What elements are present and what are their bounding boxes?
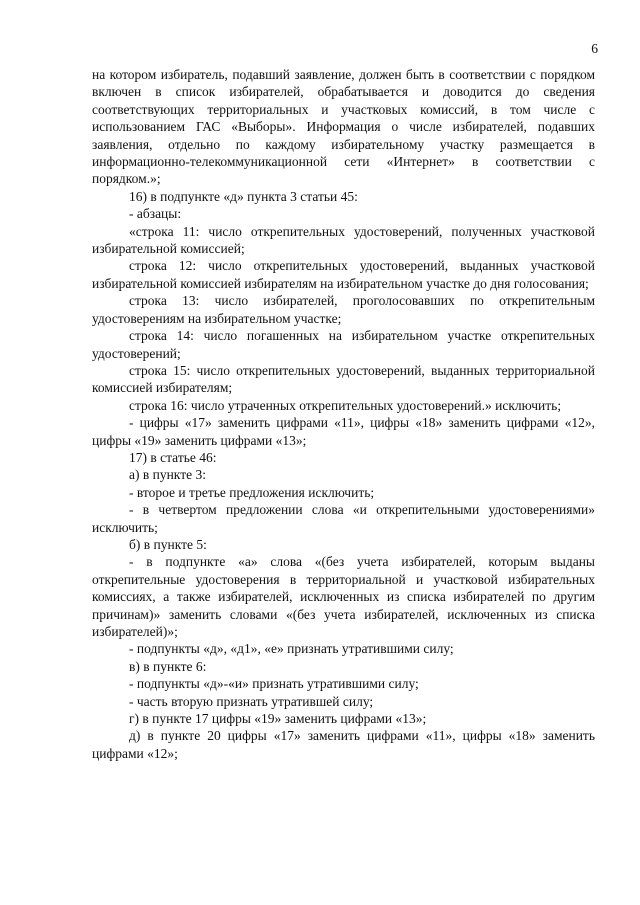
- paragraph: - цифры «17» заменить цифрами «11», цифры «18» заменить цифрами «12», цифры «19» заменить цифрами «13»;: [92, 415, 595, 448]
- page-number: 6: [591, 41, 598, 56]
- paragraph: строка 12: число открепительных удостоверений, выданных участковой избирательной комиссией избирателям на избирательном участке до дня голосования;: [92, 258, 595, 291]
- paragraph: строка 13: число избирателей, проголосовавших по открепительным удостоверениям на избирательном участке;: [92, 293, 595, 326]
- paragraph: б) в пункте 5:: [129, 536, 207, 552]
- paragraph: 16) в подпункте «д» пункта 3 статьи 45:: [129, 188, 358, 204]
- paragraph: 17) в статье 46:: [129, 449, 217, 465]
- paragraph: - в четвертом предложении слова «и открепительными удостоверениями» исключить;: [92, 502, 595, 535]
- paragraph: строка 14: число погашенных на избирательном участке открепительных удостоверений;: [92, 328, 595, 361]
- paragraph: г) в пункте 17 цифры «19» заменить цифрами «13»;: [129, 711, 427, 727]
- paragraph: - подпункты «д»-«и» признать утратившими силу;: [129, 676, 419, 692]
- paragraph: д) в пункте 20 цифры «17» заменить цифрами «11», цифры «18» заменить цифрами «12»;: [92, 728, 595, 761]
- paragraph: строка 16: число утраченных открепительных удостоверений.» исключить;: [129, 397, 562, 413]
- paragraph: а) в пункте 3:: [129, 467, 206, 483]
- paragraph: - абзацы:: [129, 206, 182, 222]
- paragraph: - подпункты «д», «д1», «е» признать утратившими силу;: [129, 641, 454, 657]
- paragraph: - второе и третье предложения исключить;: [129, 484, 375, 500]
- paragraph: строка 15: число открепительных удостоверений, выданных территориальной комиссией избирателям;: [92, 362, 595, 396]
- paragraph: «строка 11: число открепительных удостоверений, полученных участковой избирательной комиссией;: [92, 223, 595, 257]
- document-body: [92, 66, 595, 762]
- paragraph: - в подпункте «а» слова «(без учета избирателей, которым выданы открепительные удостоверения в территориальной и участковой избирательных комиссиях, а также избирателей, исключенных из списка избирателей по другим причинам)» заменить словами «(без учета избирателей, исключенных из списка избирателей)»;: [92, 554, 595, 639]
- paragraph: - часть вторую признать утратившей силу;: [129, 693, 374, 709]
- paragraph: на котором избиратель, подавший заявление, должен быть в соответствии с порядком включен в список избирателей, обрабатывается и доводится до сведения соответствующих территориальных и участковых комиссий, в том числе с использованием ГАС «Выборы». Информация о числе избирателей, подавших заявления, отдельно по каждому избирательному участку размещается в информационно-телекоммуникационной сети «Интернет» в соответствии с порядком.»;: [92, 67, 595, 187]
- paragraph: в) в пункте 6:: [129, 658, 207, 674]
